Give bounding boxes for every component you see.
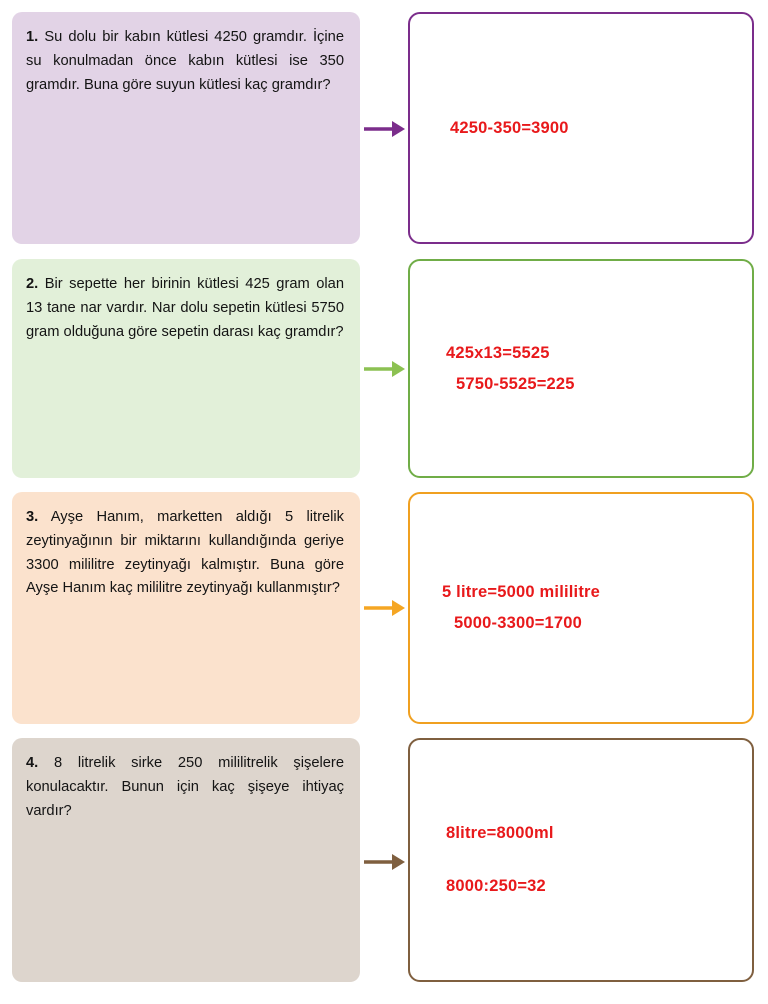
question-body-1: Su dolu bir kabın kütlesi 4250 gramdır. İçine su konulmadan önce kabın kütlesi ise 350 gramdır. Buna göre suyun kütlesi kaç gramdır? xyxy=(26,29,344,93)
arrow-cell-4 xyxy=(360,738,408,986)
question-card-2 xyxy=(12,259,360,478)
problem-row-4 xyxy=(0,724,768,986)
question-body-4: 8 litrelik sirke 250 mililitrelik şişelere konulacaktır. Bunun için kaç şişeye ihtiyaç vardır? xyxy=(26,755,344,819)
question-text-2 xyxy=(26,273,344,344)
answer-card-1 xyxy=(408,12,754,244)
question-text-3 xyxy=(26,506,344,601)
question-card-4 xyxy=(12,738,360,982)
arrow-cell-3 xyxy=(360,492,408,724)
problem-row-3 xyxy=(0,478,768,724)
question-text-1 xyxy=(26,26,344,97)
answer-line: 5 litre=5000 mililitre xyxy=(442,583,601,601)
question-number-1: 1. xyxy=(26,29,39,45)
answer-card-4 xyxy=(408,738,754,982)
answer-line: 5000-3300=1700 xyxy=(454,614,583,632)
question-body-2: Bir sepette her birinin kütlesi 425 gram olan 13 tane nar vardır. Nar dolu sepetin kütlesi 5750 gram olduğuna göre sepetin darası kaç gramdır? xyxy=(26,276,344,340)
question-text-4 xyxy=(26,752,344,823)
question-number-2: 2. xyxy=(26,276,39,292)
problem-row-2 xyxy=(0,246,768,478)
question-number-4: 4. xyxy=(26,755,39,771)
question-body-3: Ayşe Hanım, marketten aldığı 5 litrelik zeytinyağının bir miktarını kullandığında geriye 3300 mililitre zeytinyağı kalmıştır. Buna göre Ayşe Hanım kaç mililitre zeytinyağı kullanmıştır? xyxy=(26,509,344,597)
arrow-cell-2 xyxy=(360,259,408,478)
arrow-cell-1 xyxy=(360,12,408,246)
answer-card-2 xyxy=(408,259,754,478)
arrow-right-icon xyxy=(362,120,406,138)
answer-line: 4250-350=3900 xyxy=(450,118,569,137)
question-number-3: 3. xyxy=(26,509,39,525)
answer-line: 5750-5525=225 xyxy=(456,374,575,393)
question-card-1 xyxy=(12,12,360,244)
problem-row-1 xyxy=(0,0,768,246)
answer-line: 8litre=8000ml xyxy=(446,824,554,842)
answer-line: 425x13=5525 xyxy=(446,343,550,362)
question-card-3 xyxy=(12,492,360,724)
arrow-right-icon xyxy=(362,360,406,378)
answer-card-3 xyxy=(408,492,754,724)
arrow-right-icon xyxy=(362,599,406,617)
answer-line: 8000:250=32 xyxy=(446,877,546,895)
arrow-right-icon xyxy=(362,853,406,871)
